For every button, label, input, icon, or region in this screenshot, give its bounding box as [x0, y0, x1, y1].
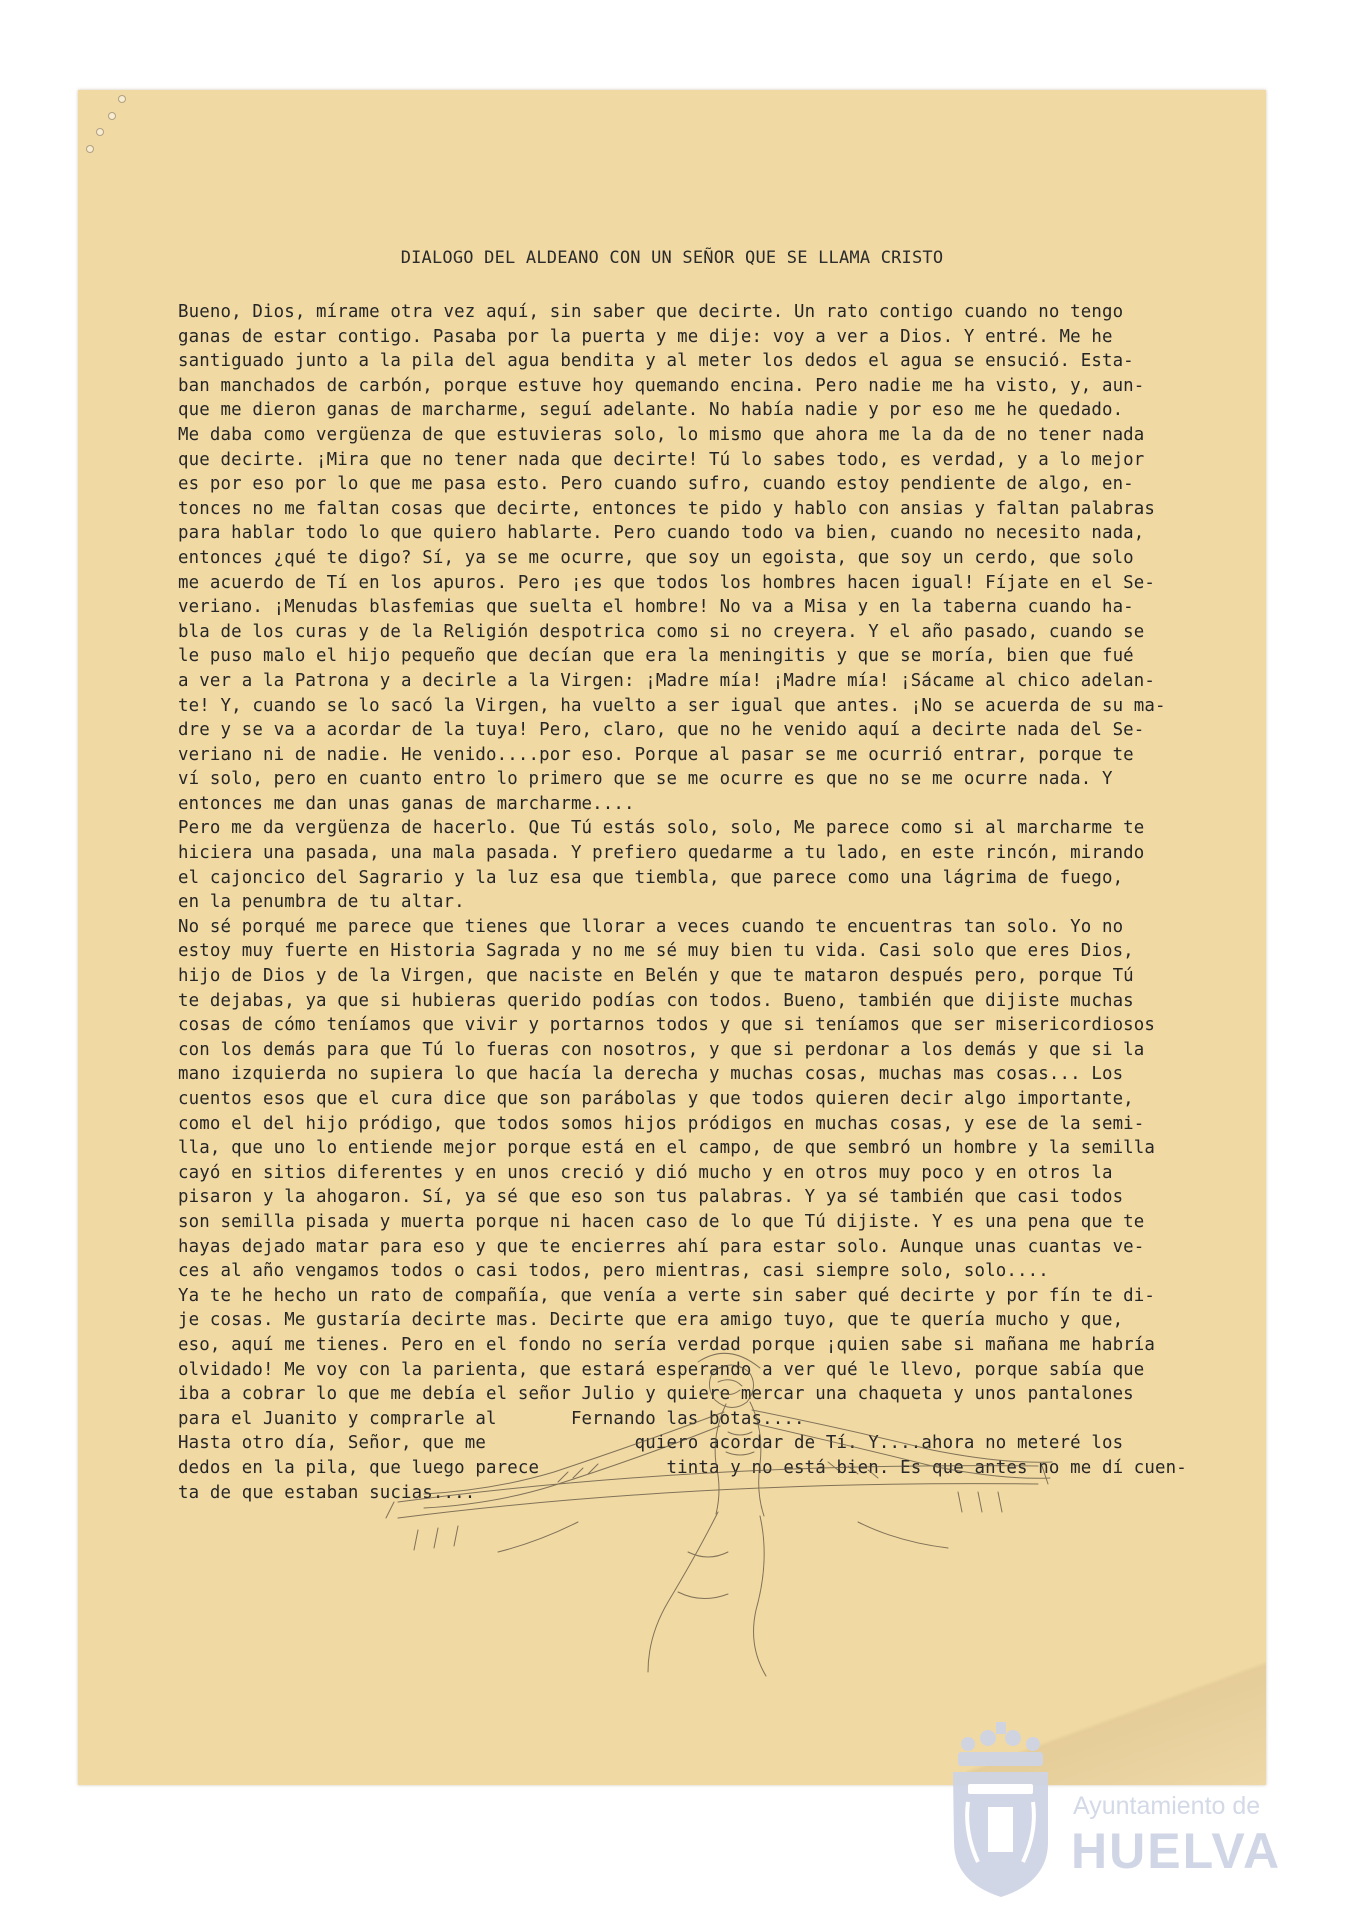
text-line: para hablar todo lo que quiero hablarte. Pero cuando todo va bien, cuando no necesito nada,	[178, 523, 1145, 544]
text-line: dedos en la pila, que luego parece tinta y no está bien. Es que antes no me dí cuen-	[178, 1457, 1187, 1478]
text-line: son semilla pisada y muerta porque ni hacen caso de lo que Tú dijiste. Y es una pena que te	[178, 1211, 1145, 1232]
text-line: pisaron y la ahogaron. Sí, ya sé que eso son tus palabras. Y ya sé también que casi todos	[178, 1187, 1124, 1208]
text-line: te! Y, cuando se lo sacó la Virgen, ha vuelto a ser igual que antes. ¡No se acuerda de su ma-	[178, 695, 1166, 716]
text-line: cuentos esos que el cura dice que son parábolas y que todos quieren decir algo importante,	[178, 1089, 1134, 1109]
text-line: veriano ni de nadie. He venido....por eso. Porque al pasar se me ocurrió entrar, porque te	[178, 744, 1134, 765]
text-line: entonces ¿qué te digo? Sí, ya se me ocurre, que soy un egoista, que soy un cerdo, que solo	[178, 547, 1134, 568]
crest-icon	[938, 1722, 1063, 1902]
text-line: Bueno, Dios, mírame otra vez aquí, sin saber que decirte. Un rato contigo cuando no tengo	[178, 302, 1124, 322]
pin-hole	[118, 95, 126, 103]
text-line: veriano. ¡Menudas blasfemias que suelta el hombre! No va a Misa y en la taberna cuando ha-	[178, 597, 1134, 618]
text-line: estoy muy fuerte en Historia Sagrada y no me sé muy bien tu vida. Casi solo que eres Dios,	[178, 941, 1134, 962]
text-line: a ver a la Patrona y a decirle a la Virgen: ¡Madre mía! ¡Madre mía! ¡Sácame al chico adelan-	[178, 670, 1156, 691]
text-line: olvidado! Me voy con la parienta, que estará esperando a ver qué le llevo, porque sabía que	[178, 1359, 1145, 1380]
text-line: ví solo, pero en cuanto entro lo primero que se me ocurre es que no se me ocurre nada. Y	[178, 769, 1113, 790]
text-line: Pero me da vergüenza de hacerlo. Que Tú estás solo, solo, Me parece como si al marcharme te	[178, 818, 1145, 839]
text-line: hiciera una pasada, una mala pasada. Y prefiero quedarme a tu lado, en este rincón, mirando	[178, 843, 1145, 864]
text-line: que decirte. ¡Mira que no tener nada que decirte! Tú lo sabes todo, es verdad, y a lo mejor	[178, 449, 1145, 470]
text-line: ganas de estar contigo. Pasaba por la puerta y me dije: voy a ver a Dios. Y entré. Me he	[178, 326, 1113, 347]
text-line: en la penumbra de tu altar.	[178, 892, 465, 913]
text-line: lla, que uno lo entiende mejor porque está en el campo, de que sembró un hombre y la semilla	[178, 1138, 1156, 1159]
text-line: tonces no me faltan cosas que decirte, entonces te pido y hablo con ansias y faltan palabras	[178, 498, 1156, 519]
text-line: hayas dejado matar para eso y que te encierres ahí para estar solo. Aunque unas cuantas ve-	[178, 1236, 1145, 1257]
text-line: je cosas. Me gustaría decirte mas. Decirte que era amigo tuyo, que te quería mucho y que,	[178, 1310, 1124, 1331]
text-line: Ya te he hecho un rato de compañía, que venía a verte sin saber qué decirte y por fín te di-	[178, 1285, 1156, 1306]
text-line: el cajoncico del Sagrario y la luz esa que tiembla, que parece como una lágrima de fuego,	[178, 867, 1124, 888]
text-line: ces al año vengamos todos o casi todos, pero mientras, casi siempre solo, solo....	[178, 1261, 1049, 1282]
text-line: ta de que estaban sucias....	[178, 1482, 476, 1503]
text-line: bla de los curas y de la Religión despotrica como si no creyera. Y el año pasado, cuando se	[178, 621, 1145, 642]
text-line: Hasta otro día, Señor, que me quiero acordar de Tí. Y....ahora no meteré los	[178, 1433, 1124, 1454]
body-text	[178, 300, 1198, 1505]
text-line: con los demás para que Tú lo fueras con nosotros, y que si perdonar a los demás y que si la	[178, 1039, 1145, 1060]
text-line: que me dieron ganas de marcharme, seguí adelante. No había nadie y por eso me he quedado.	[178, 400, 1124, 421]
watermark-line1: Ayuntamiento de	[1073, 1792, 1261, 1820]
paper-sheet	[78, 90, 1266, 1785]
text-line: No sé porqué me parece que tienes que llorar a veces cuando te encuentras tan solo. Yo no	[178, 916, 1124, 937]
page-title: DIALOGO DEL ALDEANO CON UN SEÑOR QUE SE LLAMA CRISTO	[400, 248, 944, 268]
text-line: es por eso por lo que me pasa esto. Pero cuando sufro, cuando estoy pendiente de algo, en-	[178, 474, 1134, 495]
pin-hole	[96, 128, 104, 136]
text-line: mano izquierda no supiera lo que hacía la derecha y muchas cosas, muchas mas cosas... Los	[178, 1064, 1124, 1085]
crucifix-sketch	[358, 1352, 1078, 1692]
text-line: como el del hijo pródigo, que todos somos hijos pródigos en muchas cosas, y ese de la semi-	[178, 1113, 1145, 1134]
text-line: hijo de Dios y de la Virgen, que naciste en Belén y que te mataron después pero, porque Tú	[178, 966, 1134, 987]
text-line: te dejabas, ya que si hubieras querido podías con todos. Bueno, también que dijiste muchas	[178, 990, 1134, 1011]
text-line: eso, aquí me tienes. Pero en el fondo no sería verdad porque ¡quien sabe si mañana me habría	[178, 1334, 1156, 1355]
text-line: iba a cobrar lo que me debía el señor Julio y quiere mercar una chaqueta y unos pantalones	[178, 1384, 1134, 1405]
text-line: cosas de cómo teníamos que vivir y portarnos todos y que si teníamos que ser misericordiosos	[178, 1015, 1156, 1036]
text-line: para el Juanito y comprarle al Fernando las botas....	[178, 1408, 805, 1429]
text-line: santiguado junto a la pila del agua bendita y al meter los dedos el agua se ensució. Esta-	[178, 351, 1134, 372]
text-line: me acuerdo de Tí en los apuros. Pero ¡es que todos los hombres hacen igual! Fíjate en el Se-	[178, 572, 1156, 593]
watermark	[938, 1722, 1298, 1922]
pin-hole	[108, 112, 116, 120]
text-line: cayó en sitios diferentes y en unos creció y dió mucho y en otros muy poco y en otros la	[178, 1162, 1113, 1183]
text-line: ban manchados de carbón, porque estuve hoy quemando encina. Pero nadie me ha visto, y, aun-	[178, 375, 1145, 396]
text-line: dre y se va a acordar de la tuya! Pero, claro, que no he venido aquí a decirte nada del Se-	[178, 720, 1145, 741]
pin-hole	[86, 145, 94, 153]
text-line: le puso malo el hijo pequeño que decían que era la meningitis y que se moría, bien que fué	[178, 646, 1134, 667]
text-line: entonces me dan unas ganas de marcharme....	[178, 793, 635, 814]
text-line: Me daba como vergüenza de que estuvieras solo, lo mismo que ahora me la da de no tener nada	[178, 424, 1145, 445]
watermark-line2: HUELVA	[1071, 1823, 1282, 1879]
